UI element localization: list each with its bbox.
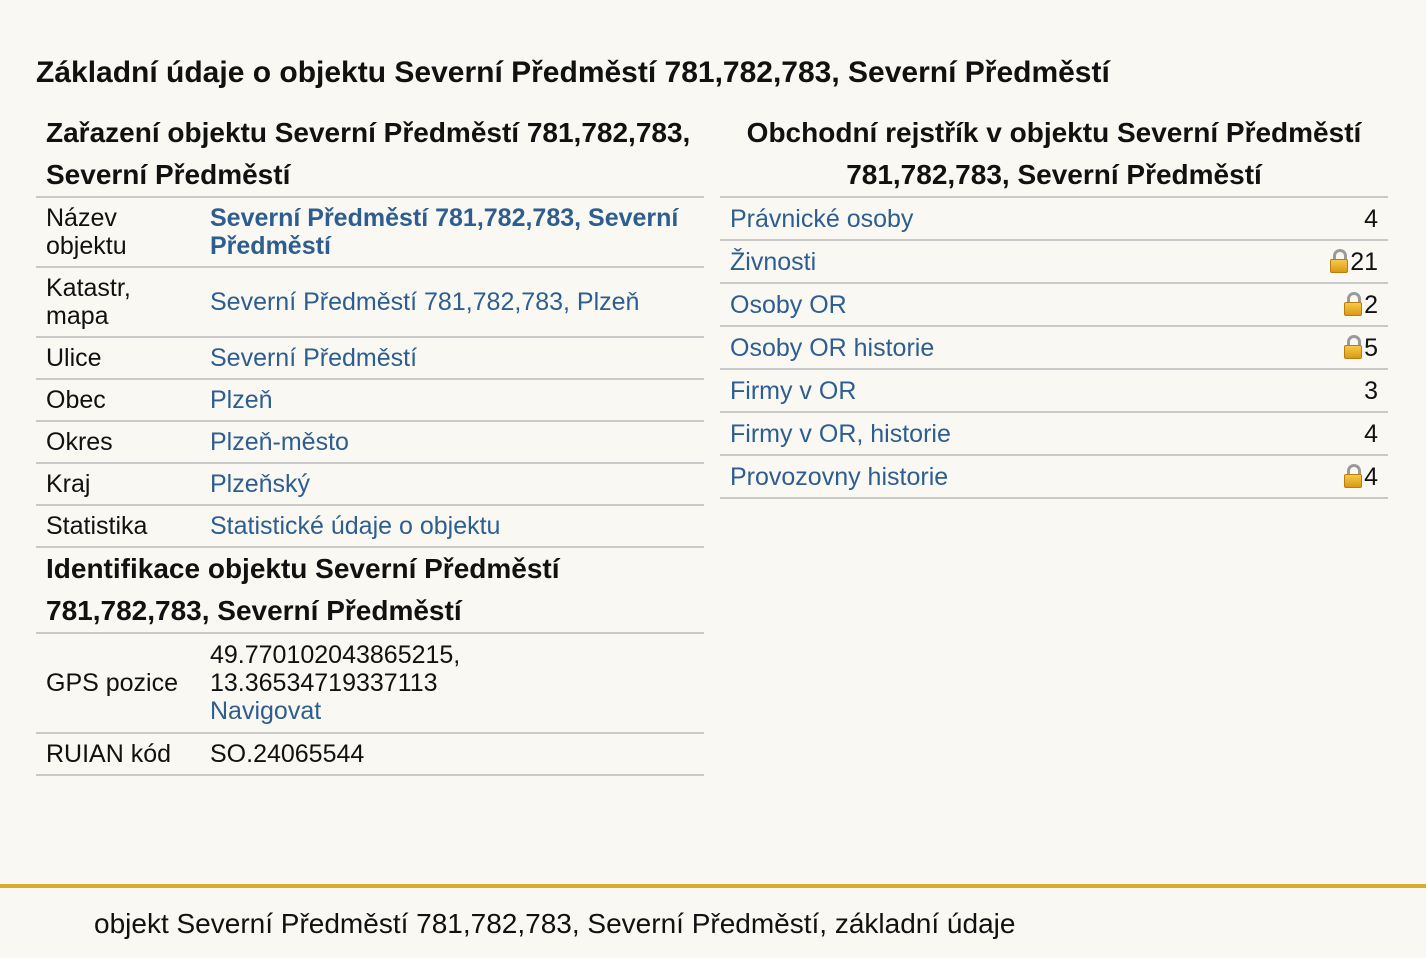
cadastre-map-link[interactable]: Severní Předměstí 781,782,783, Plzeň bbox=[210, 288, 640, 316]
or-companies-history-link[interactable]: Firmy v OR, historie bbox=[730, 419, 951, 448]
establishments-history-count: 4 bbox=[1364, 462, 1378, 491]
object-name-label: Název objektu bbox=[36, 197, 200, 267]
classification-heading: Zařazení objektu Severní Předměstí 781,782,783, Severní Předměstí bbox=[46, 117, 691, 190]
table-row bbox=[720, 455, 1388, 498]
object-name-link[interactable]: Severní Předměstí 781,782,783, Severní Předměstí bbox=[210, 204, 679, 260]
or-companies-count: 3 bbox=[1241, 369, 1388, 412]
table-row bbox=[36, 337, 704, 379]
street-label: Ulice bbox=[36, 337, 200, 379]
table-row bbox=[720, 326, 1388, 369]
trades-link[interactable]: Živnosti bbox=[730, 247, 817, 276]
lock-icon bbox=[1344, 464, 1362, 488]
or-companies-link[interactable]: Firmy v OR bbox=[730, 376, 857, 405]
municipality-label: Obec bbox=[36, 379, 200, 421]
table-row bbox=[36, 267, 704, 337]
or-persons-history-count: 5 bbox=[1364, 333, 1378, 362]
or-persons-history-link[interactable]: Osoby OR historie bbox=[730, 333, 935, 362]
statistics-link[interactable]: Statistické údaje o objektu bbox=[210, 512, 501, 540]
table-row bbox=[720, 412, 1388, 455]
legal-entities-link[interactable]: Právnické osoby bbox=[730, 204, 914, 233]
region-link[interactable]: Plzeňský bbox=[210, 470, 311, 498]
street-link[interactable]: Severní Předměstí bbox=[210, 344, 418, 372]
cadastre-map-label: Katastr, mapa bbox=[36, 267, 200, 337]
business-register-table bbox=[720, 196, 1388, 499]
municipality-link[interactable]: Plzeň bbox=[210, 386, 273, 414]
table-row bbox=[36, 421, 704, 463]
footer-divider bbox=[0, 884, 1426, 888]
business-register-heading: Obchodní rejstřík v objektu Severní Předměstí 781,782,783, Severní Předměstí bbox=[746, 117, 1362, 190]
or-persons-link[interactable]: Osoby OR bbox=[730, 290, 847, 319]
table-row bbox=[36, 379, 704, 421]
table-row bbox=[36, 197, 704, 267]
lock-icon bbox=[1344, 335, 1362, 359]
statistics-label: Statistika bbox=[36, 505, 200, 547]
identification-table bbox=[36, 632, 704, 776]
lock-icon bbox=[1344, 292, 1362, 316]
classification-table bbox=[36, 196, 704, 548]
table-row bbox=[36, 505, 704, 547]
navigate-link[interactable]: Navigovat bbox=[210, 697, 322, 725]
ruian-code: SO.24065544 bbox=[200, 733, 704, 775]
ruian-label: RUIAN kód bbox=[36, 733, 200, 775]
identification-heading: Identifikace objektu Severní Předměstí 781,782,783, Severní Předměstí bbox=[46, 553, 560, 626]
object-classification-column bbox=[36, 112, 704, 776]
page-title: Základní údaje o objektu Severní Předměstí 781,782,783, Severní Předměstí bbox=[36, 56, 1110, 89]
or-companies-history-count: 4 bbox=[1241, 412, 1388, 455]
table-row bbox=[36, 733, 704, 775]
district-label: Okres bbox=[36, 421, 200, 463]
gps-label: GPS pozice bbox=[36, 633, 200, 733]
business-register-column bbox=[720, 112, 1388, 499]
lock-icon bbox=[1330, 249, 1348, 273]
region-label: Kraj bbox=[36, 463, 200, 505]
district-link[interactable]: Plzeň-město bbox=[210, 428, 349, 456]
trades-count: 21 bbox=[1350, 247, 1378, 276]
gps-coordinates: 49.770102043865215, 13.36534719337113 bbox=[210, 641, 461, 697]
legal-entities-count: 4 bbox=[1241, 197, 1388, 240]
establishments-history-link[interactable]: Provozovny historie bbox=[730, 462, 949, 491]
table-row bbox=[36, 633, 704, 733]
table-row bbox=[720, 197, 1388, 240]
table-row bbox=[720, 369, 1388, 412]
table-row bbox=[720, 240, 1388, 283]
table-row bbox=[36, 463, 704, 505]
footer-text: objekt Severní Předměstí 781,782,783, Severní Předměstí, základní údaje bbox=[94, 908, 1016, 939]
table-row bbox=[720, 283, 1388, 326]
or-persons-count: 2 bbox=[1364, 290, 1378, 319]
